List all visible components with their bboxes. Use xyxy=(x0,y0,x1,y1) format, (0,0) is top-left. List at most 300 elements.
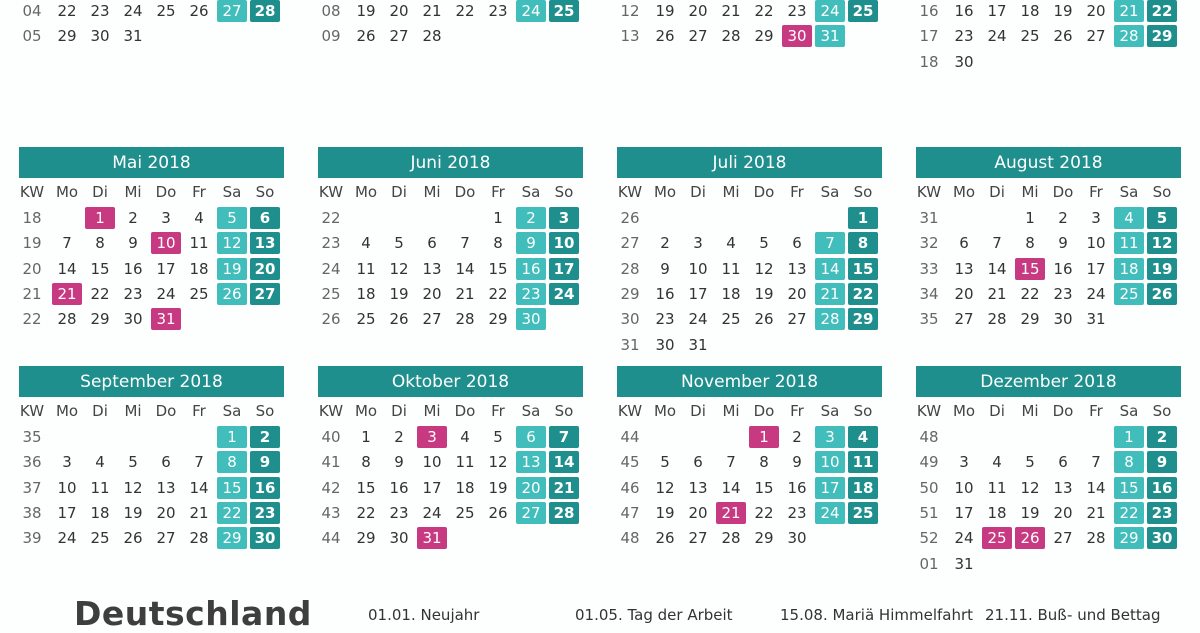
footer-holiday-name: Neujahr xyxy=(415,606,480,624)
day-cell: 18 xyxy=(987,503,1007,522)
day-cell: 27 xyxy=(954,310,974,329)
holiday-day: 3 xyxy=(417,426,447,448)
weekday-header: Mi xyxy=(1021,402,1039,420)
week-number: 17 xyxy=(919,27,939,46)
weekday-header: Fr xyxy=(1089,183,1103,201)
week-number: 29 xyxy=(620,284,640,303)
day-cell: 17 xyxy=(688,284,708,303)
weekday-header: Fr xyxy=(491,183,505,201)
day-cell: 25 xyxy=(356,310,376,329)
day-cell: 26 xyxy=(217,283,247,305)
day-cell: 10 xyxy=(549,232,579,254)
weekday-header: Di xyxy=(92,183,108,201)
day-cell: 8 xyxy=(1025,234,1035,253)
day-cell: 14 xyxy=(815,258,845,280)
weekday-header: Do xyxy=(454,402,476,420)
day-cell: 24 xyxy=(954,529,974,548)
day-cell: 31 xyxy=(815,25,845,47)
day-cell: 24 xyxy=(123,1,143,20)
day-cell: 22 xyxy=(356,503,376,522)
day-cell: 23 xyxy=(1147,502,1177,524)
day-cell: 30 xyxy=(1147,527,1177,549)
day-cell: 3 xyxy=(1091,209,1101,227)
weekday-header: KW xyxy=(916,183,942,201)
day-cell: 19 xyxy=(655,1,675,20)
day-cell: 27 xyxy=(688,529,708,548)
day-cell: 20 xyxy=(688,1,708,20)
day-cell: 27 xyxy=(156,529,176,548)
weekday-header: Do xyxy=(155,183,177,201)
day-cell: 7 xyxy=(1091,453,1101,472)
day-cell: 23 xyxy=(250,502,280,524)
day-cell: 24 xyxy=(1086,284,1106,303)
day-cell: 29 xyxy=(754,27,774,46)
day-cell: 11 xyxy=(848,451,878,473)
day-cell: 26 xyxy=(123,529,143,548)
day-cell: 24 xyxy=(987,27,1007,46)
holiday-day: 21 xyxy=(52,283,82,305)
week-number: 09 xyxy=(321,27,341,46)
day-cell: 29 xyxy=(848,308,878,330)
day-cell: 8 xyxy=(95,234,105,253)
day-cell: 17 xyxy=(954,503,974,522)
day-cell: 19 xyxy=(356,1,376,20)
day-cell: 17 xyxy=(57,503,77,522)
day-cell: 27 xyxy=(422,310,442,329)
weekday-header: Sa xyxy=(820,402,840,420)
day-cell: 7 xyxy=(549,426,579,448)
day-cell: 23 xyxy=(123,284,143,303)
day-cell: 9 xyxy=(516,232,546,254)
day-cell: 3 xyxy=(815,426,845,448)
weekday-header: KW xyxy=(19,183,45,201)
week-number: 36 xyxy=(22,453,42,472)
day-cell: 20 xyxy=(156,503,176,522)
weekday-header: Mi xyxy=(423,402,441,420)
weekday-header: KW xyxy=(19,402,45,420)
day-cell: 31 xyxy=(123,27,143,46)
week-number: 26 xyxy=(620,209,640,227)
week-number: 34 xyxy=(919,284,939,303)
week-number: 43 xyxy=(321,503,341,522)
week-number: 33 xyxy=(919,259,939,278)
week-number: 35 xyxy=(22,428,42,446)
week-number: 38 xyxy=(22,503,42,522)
week-number: 25 xyxy=(321,284,341,303)
day-cell: 28 xyxy=(815,308,845,330)
weekday-header: Di xyxy=(92,402,108,420)
week-number: 51 xyxy=(919,503,939,522)
week-number: 23 xyxy=(321,234,341,253)
day-cell: 16 xyxy=(123,259,143,278)
weekday-header: Sa xyxy=(521,402,541,420)
day-cell: 19 xyxy=(488,478,508,497)
day-cell: 25 xyxy=(721,310,741,329)
day-cell: 8 xyxy=(493,234,503,253)
week-number: 46 xyxy=(620,478,640,497)
weekday-header: So xyxy=(853,402,873,420)
day-cell: 29 xyxy=(217,527,247,549)
day-cell: 23 xyxy=(787,1,807,20)
month-title: Juli 2018 xyxy=(617,147,882,178)
day-cell: 27 xyxy=(1086,27,1106,46)
day-cell: 12 xyxy=(754,259,774,278)
weekday-header: Mo xyxy=(952,183,976,201)
day-cell: 18 xyxy=(721,284,741,303)
day-cell: 6 xyxy=(693,453,703,472)
day-cell: 28 xyxy=(1114,25,1144,47)
day-cell: 19 xyxy=(1147,258,1177,280)
weekday-header: Mi xyxy=(124,183,142,201)
week-number: 31 xyxy=(620,335,640,354)
day-cell: 6 xyxy=(959,234,969,253)
day-cell: 15 xyxy=(217,477,247,499)
day-cell: 18 xyxy=(1114,258,1144,280)
day-cell: 29 xyxy=(1114,527,1144,549)
day-cell: 6 xyxy=(1058,453,1068,472)
day-cell: 20 xyxy=(389,1,409,20)
day-cell: 21 xyxy=(455,284,475,303)
week-number: 47 xyxy=(620,503,640,522)
week-number: 50 xyxy=(919,478,939,497)
day-cell: 22 xyxy=(848,283,878,305)
weekday-header: Do xyxy=(753,183,775,201)
month-title: Oktober 2018 xyxy=(318,366,583,397)
day-cell: 9 xyxy=(128,234,138,253)
day-cell: 22 xyxy=(754,503,774,522)
weekday-header: Fr xyxy=(491,402,505,420)
day-cell: 4 xyxy=(1114,207,1144,229)
footer-holiday xyxy=(985,606,1161,624)
day-cell: 2 xyxy=(516,207,546,229)
footer-holiday xyxy=(368,606,479,624)
day-cell: 5 xyxy=(1025,453,1035,472)
day-cell: 7 xyxy=(460,234,470,253)
day-cell: 21 xyxy=(1086,503,1106,522)
day-cell: 24 xyxy=(815,502,845,524)
day-cell: 20 xyxy=(250,258,280,280)
day-cell: 10 xyxy=(815,451,845,473)
day-cell: 31 xyxy=(688,335,708,354)
week-number: 04 xyxy=(22,1,42,20)
day-cell: 29 xyxy=(1020,310,1040,329)
day-cell: 7 xyxy=(726,453,736,472)
weekday-header: Sa xyxy=(222,183,242,201)
weekday-header: Mi xyxy=(124,402,142,420)
day-cell: 2 xyxy=(660,234,670,253)
day-cell: 25 xyxy=(90,529,110,548)
day-cell: 28 xyxy=(549,502,579,524)
day-cell: 5 xyxy=(759,234,769,253)
weekday-header: Di xyxy=(690,402,706,420)
weekday-header: Mi xyxy=(722,183,740,201)
weekday-header: Di xyxy=(989,183,1005,201)
day-cell: 8 xyxy=(848,232,878,254)
day-cell: 4 xyxy=(848,426,878,448)
day-cell: 17 xyxy=(549,258,579,280)
day-cell: 29 xyxy=(754,529,774,548)
week-number: 44 xyxy=(620,428,640,446)
day-cell: 21 xyxy=(815,283,845,305)
day-cell: 31 xyxy=(1086,310,1106,329)
day-cell: 2 xyxy=(1058,209,1068,227)
day-cell: 6 xyxy=(161,453,171,472)
weekday-header: Fr xyxy=(192,183,206,201)
day-cell: 28 xyxy=(1086,529,1106,548)
weekday-header: Do xyxy=(1052,402,1074,420)
day-cell: 11 xyxy=(356,259,376,278)
footer-holiday-name: Buß- und Bettag xyxy=(1032,606,1161,624)
day-cell: 22 xyxy=(1114,502,1144,524)
footer-holiday-date: 21.11. xyxy=(985,606,1033,624)
day-cell: 7 xyxy=(815,232,845,254)
weekday-header: KW xyxy=(916,402,942,420)
week-number: 39 xyxy=(22,529,42,548)
day-cell: 20 xyxy=(422,284,442,303)
week-number: 12 xyxy=(620,1,640,20)
day-cell: 11 xyxy=(721,259,741,278)
day-cell: 9 xyxy=(792,453,802,472)
day-cell: 16 xyxy=(250,477,280,499)
day-cell: 13 xyxy=(250,232,280,254)
day-cell: 16 xyxy=(389,478,409,497)
day-cell: 12 xyxy=(655,478,675,497)
day-cell: 20 xyxy=(688,503,708,522)
day-cell: 14 xyxy=(189,478,209,497)
day-cell: 21 xyxy=(549,477,579,499)
day-cell: 7 xyxy=(62,234,72,253)
week-number: 49 xyxy=(919,453,939,472)
day-cell: 14 xyxy=(1086,478,1106,497)
day-cell: 26 xyxy=(655,529,675,548)
day-cell: 13 xyxy=(787,259,807,278)
holiday-day: 1 xyxy=(85,207,115,229)
week-number: 31 xyxy=(919,209,939,227)
day-cell: 24 xyxy=(156,284,176,303)
weekday-header: Mo xyxy=(354,402,378,420)
day-cell: 27 xyxy=(250,283,280,305)
day-cell: 25 xyxy=(455,503,475,522)
day-cell: 6 xyxy=(516,426,546,448)
day-cell: 27 xyxy=(1053,529,1073,548)
day-cell: 26 xyxy=(356,27,376,46)
weekday-header: Do xyxy=(1052,183,1074,201)
week-number: 42 xyxy=(321,478,341,497)
day-cell: 8 xyxy=(361,453,371,472)
week-number: 45 xyxy=(620,453,640,472)
day-cell: 6 xyxy=(792,234,802,253)
day-cell: 19 xyxy=(217,258,247,280)
week-number: 19 xyxy=(22,234,42,253)
weekday-header: KW xyxy=(318,183,344,201)
day-cell: 4 xyxy=(361,234,371,253)
day-cell: 18 xyxy=(455,478,475,497)
weekday-header: So xyxy=(255,402,275,420)
day-cell: 25 xyxy=(1020,27,1040,46)
weekday-header: Do xyxy=(454,183,476,201)
month-title: September 2018 xyxy=(19,366,284,397)
day-cell: 27 xyxy=(516,502,546,524)
holiday-day: 25 xyxy=(982,527,1012,549)
week-number: 28 xyxy=(620,259,640,278)
day-cell: 30 xyxy=(90,27,110,46)
day-cell: 3 xyxy=(62,453,72,472)
day-cell: 25 xyxy=(848,502,878,524)
day-cell: 9 xyxy=(394,453,404,472)
day-cell: 23 xyxy=(1053,284,1073,303)
day-cell: 9 xyxy=(250,451,280,473)
month-title: Mai 2018 xyxy=(19,147,284,178)
day-cell: 24 xyxy=(516,0,546,22)
day-cell: 22 xyxy=(455,1,475,20)
day-cell: 23 xyxy=(655,310,675,329)
day-cell: 5 xyxy=(128,453,138,472)
day-cell: 12 xyxy=(488,453,508,472)
day-cell: 22 xyxy=(57,1,77,20)
week-number: 40 xyxy=(321,428,341,446)
day-cell: 2 xyxy=(250,426,280,448)
day-cell: 24 xyxy=(688,310,708,329)
day-cell: 14 xyxy=(721,478,741,497)
day-cell: 22 xyxy=(90,284,110,303)
day-cell: 1 xyxy=(361,428,371,446)
day-cell: 30 xyxy=(389,529,409,548)
week-number: 41 xyxy=(321,453,341,472)
day-cell: 27 xyxy=(688,27,708,46)
day-cell: 16 xyxy=(516,258,546,280)
weekday-header: Di xyxy=(391,183,407,201)
holiday-day: 1 xyxy=(749,426,779,448)
day-cell: 7 xyxy=(992,234,1002,253)
day-cell: 20 xyxy=(516,477,546,499)
day-cell: 15 xyxy=(754,478,774,497)
holiday-day: 30 xyxy=(782,25,812,47)
day-cell: 12 xyxy=(389,259,409,278)
week-number: 08 xyxy=(321,1,341,20)
day-cell: 18 xyxy=(848,477,878,499)
day-cell: 25 xyxy=(848,0,878,22)
day-cell: 1 xyxy=(493,209,503,227)
weekday-header: So xyxy=(853,183,873,201)
day-cell: 3 xyxy=(549,207,579,229)
day-cell: 22 xyxy=(217,502,247,524)
day-cell: 1 xyxy=(217,426,247,448)
day-cell: 30 xyxy=(787,529,807,548)
day-cell: 25 xyxy=(549,0,579,22)
day-cell: 6 xyxy=(250,207,280,229)
day-cell: 22 xyxy=(754,1,774,20)
day-cell: 11 xyxy=(189,234,209,253)
day-cell: 13 xyxy=(1053,478,1073,497)
weekday-header: Fr xyxy=(1089,402,1103,420)
day-cell: 10 xyxy=(1086,234,1106,253)
day-cell: 27 xyxy=(389,27,409,46)
weekday-header: So xyxy=(255,183,275,201)
week-number: 01 xyxy=(919,554,939,573)
weekday-header: Sa xyxy=(1119,402,1139,420)
weekday-header: Sa xyxy=(222,402,242,420)
holiday-day: 26 xyxy=(1015,527,1045,549)
weekday-header: Mo xyxy=(653,402,677,420)
weekday-header: Do xyxy=(155,402,177,420)
day-cell: 27 xyxy=(217,0,247,22)
day-cell: 19 xyxy=(754,284,774,303)
day-cell: 13 xyxy=(156,478,176,497)
footer-holiday-name: Mariä Himmelfahrt xyxy=(827,606,974,624)
day-cell: 28 xyxy=(422,27,442,46)
day-cell: 18 xyxy=(356,284,376,303)
day-cell: 25 xyxy=(189,284,209,303)
month-title: Juni 2018 xyxy=(318,147,583,178)
day-cell: 23 xyxy=(90,1,110,20)
weekday-header: Mo xyxy=(653,183,677,201)
day-cell: 29 xyxy=(488,310,508,329)
weekday-header: Sa xyxy=(820,183,840,201)
day-cell: 26 xyxy=(1053,27,1073,46)
day-cell: 11 xyxy=(1114,232,1144,254)
day-cell: 12 xyxy=(217,232,247,254)
day-cell: 6 xyxy=(427,234,437,253)
day-cell: 2 xyxy=(128,209,138,227)
day-cell: 28 xyxy=(189,529,209,548)
day-cell: 28 xyxy=(987,310,1007,329)
day-cell: 16 xyxy=(787,478,807,497)
day-cell: 19 xyxy=(1020,503,1040,522)
week-number: 27 xyxy=(620,234,640,253)
day-cell: 1 xyxy=(1025,209,1035,227)
day-cell: 24 xyxy=(815,0,845,22)
week-number: 37 xyxy=(22,478,42,497)
weekday-header: Sa xyxy=(521,183,541,201)
day-cell: 28 xyxy=(455,310,475,329)
day-cell: 23 xyxy=(787,503,807,522)
day-cell: 28 xyxy=(721,529,741,548)
day-cell: 19 xyxy=(655,503,675,522)
day-cell: 12 xyxy=(1020,478,1040,497)
footer-holiday-date: 01.05. xyxy=(575,606,623,624)
day-cell: 20 xyxy=(954,284,974,303)
day-cell: 19 xyxy=(389,284,409,303)
day-cell: 9 xyxy=(1058,234,1068,253)
day-cell: 22 xyxy=(1020,284,1040,303)
footer-holiday xyxy=(575,606,733,624)
day-cell: 18 xyxy=(90,503,110,522)
day-cell: 3 xyxy=(161,209,171,227)
day-cell: 17 xyxy=(815,477,845,499)
day-cell: 21 xyxy=(1114,0,1144,22)
weekday-header: KW xyxy=(617,402,643,420)
week-number: 35 xyxy=(919,310,939,329)
holiday-day: 10 xyxy=(151,232,181,254)
day-cell: 29 xyxy=(57,27,77,46)
day-cell: 21 xyxy=(721,1,741,20)
week-number: 48 xyxy=(919,428,939,446)
day-cell: 21 xyxy=(987,284,1007,303)
day-cell: 25 xyxy=(1114,283,1144,305)
day-cell: 24 xyxy=(422,503,442,522)
day-cell: 29 xyxy=(1147,25,1177,47)
day-cell: 19 xyxy=(1053,1,1073,20)
weekday-header: KW xyxy=(318,402,344,420)
week-number: 18 xyxy=(22,209,42,227)
week-number: 22 xyxy=(321,209,341,227)
day-cell: 16 xyxy=(655,284,675,303)
day-cell: 13 xyxy=(422,259,442,278)
weekday-header: So xyxy=(1152,183,1172,201)
day-cell: 30 xyxy=(1053,310,1073,329)
day-cell: 10 xyxy=(954,478,974,497)
day-cell: 21 xyxy=(422,1,442,20)
